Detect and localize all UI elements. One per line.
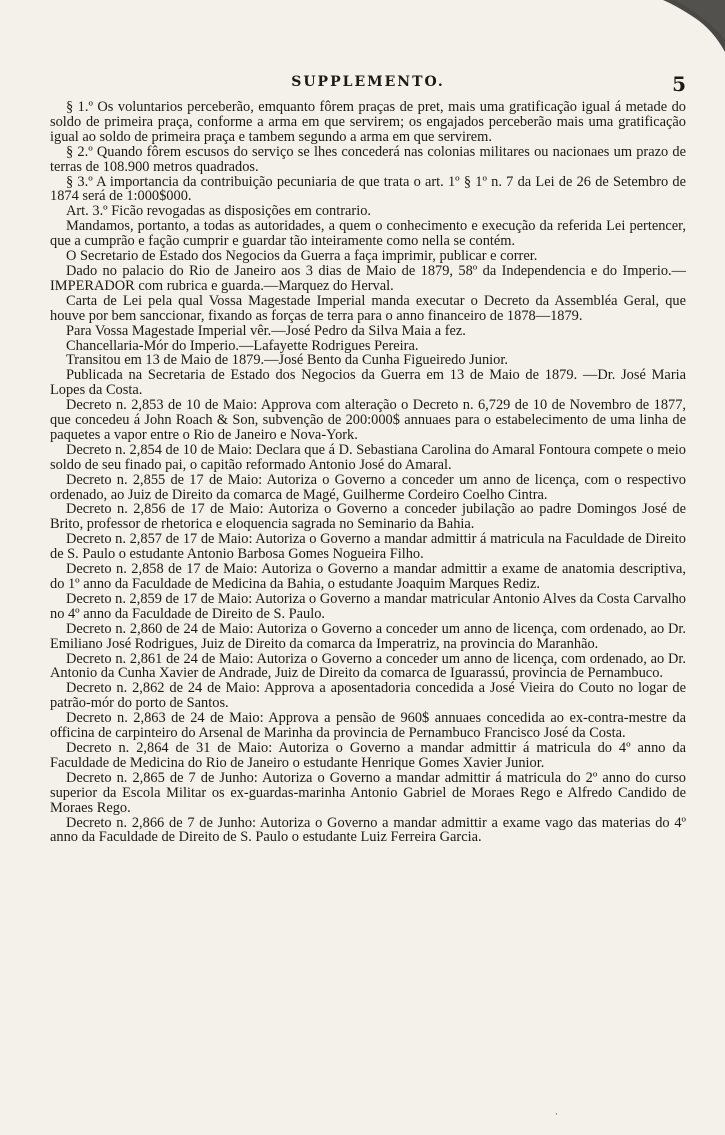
page bbox=[50, 74, 686, 845]
paragraph: § 2.º Quando fôrem escusos do serviço se lhes concederá nas colonias militares ou nacionaes um prazo de terras de 108.900 metros quadrados. bbox=[50, 143, 686, 175]
decree-entry: Decreto n. 2,862 de 24 de Maio: Approva a aposentadoria concedida a José Vieira do Couto no logar de patrão-mór do porto de Santos. bbox=[50, 680, 686, 712]
paragraph: § 1.º Os voluntarios perceberão, emquanto fôrem praças de pret, mais uma gratificação igual á metade do soldo de primeira praça, conforme a arma em que servirem; os engajados perceberão mais uma gratificação igual ao soldo de primeira praça e tambem segundo a arma em que servirem. bbox=[50, 99, 686, 145]
decree-entry: Decreto n. 2,854 de 10 de Maio: Declara que á D. Sebastiana Carolina do Amaral Fontoura compete o meio soldo de seu finado pai, o capitão reformado Antonio José do Amaral. bbox=[50, 441, 686, 473]
paragraph: Publicada na Secretaria de Estado dos Negocios da Guerra em 13 de Maio de 1879. —Dr. José Maria Lopes da Costa. bbox=[50, 367, 686, 399]
paragraph: Para Vossa Magestade Imperial vêr.—José Pedro da Silva Maia a fez. bbox=[66, 322, 466, 339]
paragraph: Chancellaria-Mór do Imperio.—Lafayette Rodrigues Pereira. bbox=[66, 337, 419, 354]
decree-entry: Decreto n. 2,860 de 24 de Maio: Autoriza o Governo a conceder um anno de licença, com ordenado, ao Dr. Emiliano José Rodrigues, Juiz de Direito da comarca da Imperatriz, na provincia do Maranhão. bbox=[50, 620, 686, 652]
page-header bbox=[50, 74, 686, 100]
page-number: 5 bbox=[672, 72, 686, 96]
paragraph: Transitou em 13 de Maio de 1879.—José Bento da Cunha Figueiredo Junior. bbox=[66, 352, 508, 369]
decree-entry: Decreto n. 2,863 de 24 de Maio: Approva a pensão de 960$ annuaes concedida ao ex-contra-mestre da officina de carpinteiro do Arsenal de Marinha da provincia de Pernambuco Francisco José da Costa. bbox=[50, 710, 686, 742]
paragraph: § 3.º A importancia da contribuição pecuniaria de que trata o art. 1º § 1º n. 7 da Lei de 26 de Setembro de 1874 será de 1:000$000. bbox=[50, 173, 686, 205]
decree-entry: Decreto n. 2,864 de 31 de Maio: Autoriza o Governo a mandar admittir á matricula do 4º anno da Faculdade de Medicina do Rio de Janeiro o estudante Henrique Gomes Xavier Junior. bbox=[50, 739, 687, 771]
print-mark: · bbox=[555, 1110, 558, 1120]
decree-entry: Decreto n. 2,855 de 17 de Maio: Autoriza o Governo a conceder um anno de licença, com o respectivo ordenado, ao Juiz de Direito da comarca de Magé, Guilherme Cordeiro Coelho Cintra. bbox=[50, 471, 687, 503]
paragraph: Mandamos, portanto, a todas as autoridades, a quem o conhecimento e execução da referida Lei pertencer, que a cumprão e fação cumprir e guardar tão inteiramente como nella se contém. bbox=[50, 218, 686, 250]
paragraph: Dado no palacio do Rio de Janeiro aos 3 dias de Maio de 1879, 58º da Independencia e do Imperio.—IMPERADOR com rubrica e guarda.—Marquez do Herval. bbox=[50, 262, 686, 294]
decree-entry: Decreto n. 2,853 de 10 de Maio: Approva com alteração o Decreto n. 6,729 de 10 de Novembro de 1877, que concedeu á John Roach & Son, subvenção de 200:000$ annuaes para o estabelecimento de uma linha de paquetes a vapor entre o Rio de Janeiro e Nova-York. bbox=[50, 397, 686, 443]
decree-entry: Decreto n. 2,865 de 7 de Junho: Autoriza o Governo a mandar admittir á matricula do 2º anno do curso superior da Escola Militar os ex-guardas-marinha Antonio Gabriel de Moraes Rego e Alfredo Candido de Moraes Rego. bbox=[50, 769, 686, 816]
decree-entry: Decreto n. 2,866 de 7 de Junho: Autoriza o Governo a mandar admittir a exame vago das materias do 4º anno da Faculdade de Direito de S. Paulo o estudante Luiz Ferreira Garcia. bbox=[50, 814, 687, 846]
decree-entry: Decreto n. 2,861 de 24 de Maio: Autoriza o Governo a conceder um anno de licença, com ordenado, ao Dr. Antonio da Cunha Xavier de Andrade, Juiz de Direito da comarca de Iguarassú, provincia de Pernambuco. bbox=[50, 650, 686, 682]
paragraph: O Secretario de Estado dos Negocios da Guerra a faça imprimir, publicar e correr. bbox=[66, 248, 538, 265]
paragraph: Carta de Lei pela qual Vossa Magestade Imperial manda executar o Decreto da Assembléa Geral, que houve por bem sanccionar, fixando as forças de terra para o anno financeiro de 1878—1879. bbox=[50, 292, 686, 324]
decree-entry: Decreto n. 2,859 de 17 de Maio: Autoriza o Governo a mandar matricular Antonio Alves da Costa Carvalho no 4º anno da Faculdade de Direito de S. Paulo. bbox=[50, 590, 687, 622]
page-title: SUPPLEMENTO. bbox=[291, 74, 445, 90]
decree-entry: Decreto n. 2,858 de 17 de Maio: Autoriza o Governo a mandar admittir a exame de anatomia descriptiva, do 1º anno da Faculdade de Medicina da Bahia, o estudante Joaquim Marques Rediz. bbox=[50, 561, 686, 592]
decree-entry: Decreto n. 2,856 de 17 de Maio: Autoriza o Governo a conceder jubilação ao padre Domingos José de Brito, professor de rhetorica e eloquencia sagrada no Seminario da Bahia. bbox=[50, 501, 687, 533]
paragraph: Art. 3.º Ficão revogadas as disposições em contrario. bbox=[66, 203, 371, 220]
page-corner-mark bbox=[655, 0, 725, 55]
decree-entry: Decreto n. 2,857 de 17 de Maio: Autoriza o Governo a mandar admittir á matricula na Faculdade de Direito de S. Paulo o estudante Antonio Barbosa Gomes Nogueira Filho. bbox=[50, 531, 686, 563]
body-text bbox=[50, 100, 686, 845]
